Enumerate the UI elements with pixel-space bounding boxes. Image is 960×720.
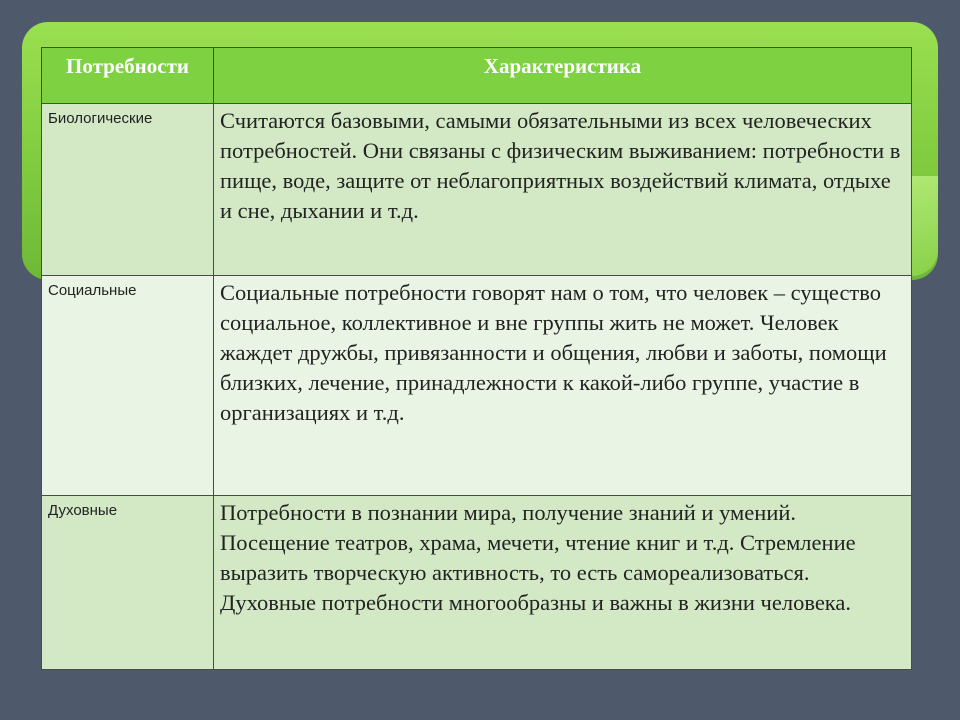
table-row [42,496,912,670]
row-category: Духовные [42,496,214,670]
row-category: Социальные [42,276,214,496]
row-category: Биологические [42,104,214,276]
row-description: Социальные потребности говорят нам о том, что человек – существо социальное, коллективное и вне группы жить не может. Человек жаждет дружбы, привязанности и общения, любви и заботы, помощи близких, лечение, принадлежности к какой-либо группе, участие в организациях и т.д. [214,276,912,496]
row-description: Потребности в познании мира, получение знаний и умений. Посещение театров, храма, мечети, чтение книг и т.д. Стремление выразить творческую активность, то есть самореализоваться. Духовные потребности многообразны и важны в жизни человека. [214,496,912,670]
panel-decoration [908,176,938,276]
table-row [42,104,912,276]
table-row [42,276,912,496]
header-needs: Потребности [42,48,214,104]
table-header-row [42,48,912,104]
row-description: Считаются базовыми, самыми обязательными из всех человеческих потребностей. Они связаны с физическим выживанием: потребности в пище, воде, защите от неблагоприятных воздействий климата, отдыхе и сне, дыхании и т.д. [214,104,912,276]
needs-table [41,47,912,670]
header-characteristic: Характеристика [214,48,912,104]
